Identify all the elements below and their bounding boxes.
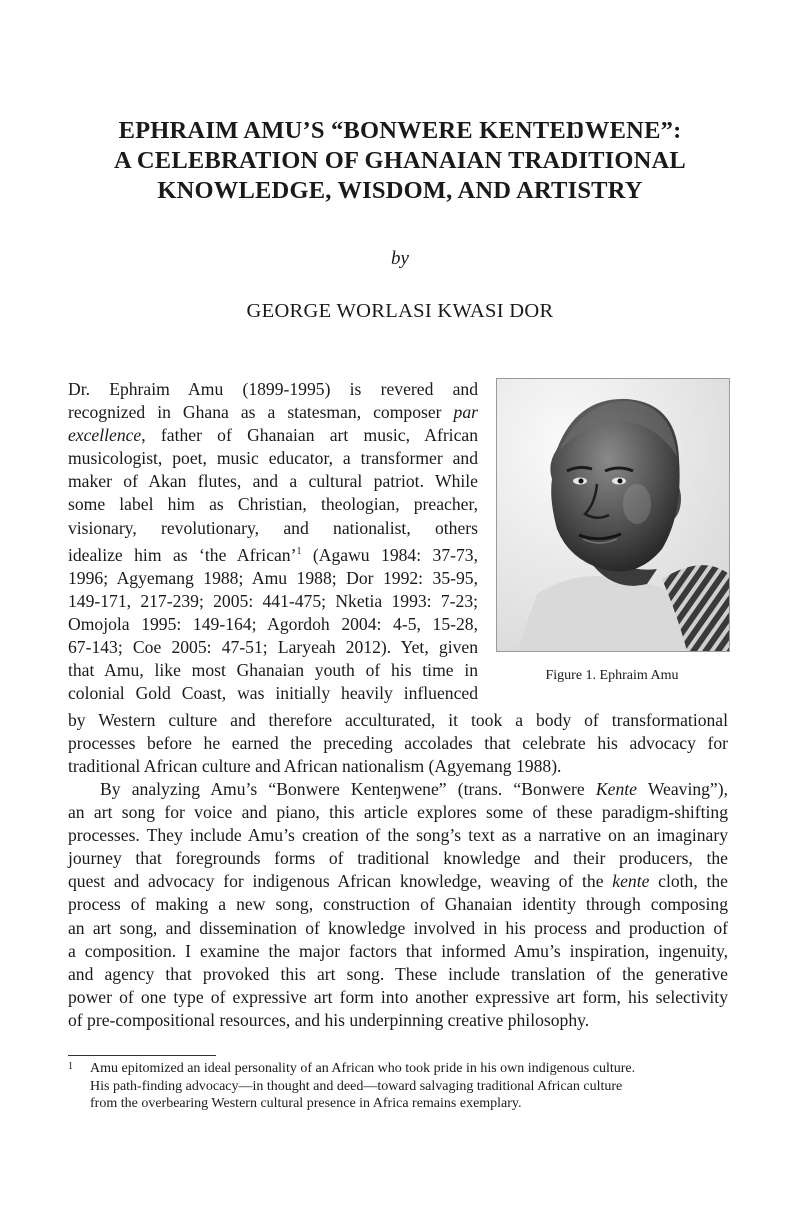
portrait-photo-icon bbox=[497, 379, 729, 651]
title-line-2: A CELEBRATION OF GHANAIAN TRADITIONAL bbox=[114, 147, 686, 174]
text-line: maker of Akan flutes, and a cultural patriot. While bbox=[68, 471, 478, 492]
text-line: an art song, and dissemination of knowledge involved in his process and production of bbox=[68, 917, 728, 938]
figure-caption: Figure 1. Ephraim Amu bbox=[545, 668, 679, 683]
text-line: excellence, father of Ghanaian art music, African bbox=[68, 425, 478, 446]
footnote-text bbox=[90, 1060, 732, 1113]
text-line: by Western culture and therefore acculturated, it took a body of transformational bbox=[68, 710, 728, 730]
footnote-divider bbox=[68, 1055, 216, 1056]
paragraph-1-wrapped bbox=[68, 378, 478, 705]
title-line-3: KNOWLEDGE, WISDOM, AND ARTISTRY bbox=[157, 177, 643, 204]
author-name: GEORGE WORLASI KWASI DOR bbox=[246, 300, 554, 322]
text-line: processes. They include Amu’s creation of the song’s text as a narrative on an imaginary bbox=[68, 825, 728, 846]
text-line: colonial Gold Coast, was initially heavily influenced bbox=[68, 683, 478, 704]
footnote bbox=[68, 1060, 732, 1113]
text-line: process of making a new song, construction of Ghanaian identity through composing bbox=[68, 894, 728, 915]
text-line: musicologist, poet, music educator, a transformer and bbox=[68, 448, 478, 469]
paragraph-1-full bbox=[68, 709, 728, 778]
text-line: visionary, revolutionary, and nationalist, others bbox=[68, 517, 478, 538]
text-line: recognized in Ghana as a statesman, composer par bbox=[68, 402, 478, 423]
footnote-reference: 1 bbox=[296, 545, 302, 557]
text-line: idealize him as ‘the African’$^1$ (Agawu 1984: 37-73, bbox=[68, 544, 478, 565]
text-line: processes before he earned the preceding accolades that celebrate his advocacy for bbox=[68, 733, 728, 754]
text-line: quest and advocacy for indigenous African knowledge, weaving of the kente cloth, the bbox=[68, 871, 728, 892]
text-line: some label him as Christian, theologian, preacher, bbox=[68, 494, 478, 515]
text-line: and agency that provoked this art song. These include translation of the generative bbox=[68, 963, 728, 984]
text-line: 67-143; Coe 2005: 47-51; Laryeah 2012). Yet, given bbox=[68, 636, 478, 657]
text-line: an art song for voice and piano, this article explores some of these paradigm-shifting bbox=[68, 802, 728, 823]
portrait-figure bbox=[496, 378, 730, 652]
text-line: of pre-compositional resources, and his underpinning creative philosophy. bbox=[68, 1009, 590, 1030]
text-line: that Amu, like most Ghanaian youth of his time in bbox=[68, 659, 478, 680]
text-line: traditional African culture and African nationalism (Agyemang 1988). bbox=[68, 756, 562, 777]
text-line: a composition. I examine the major factors that informed Amu’s inspiration, ingenuity, bbox=[68, 940, 728, 961]
text-line: journey that foregrounds forms of traditional knowledge and their producers, the bbox=[68, 848, 728, 869]
footnote-line: His path-finding advocacy—in thought and deed—toward salvaging traditional African culture bbox=[90, 1078, 623, 1094]
text-line: 149-171, 217-239; 2005: 441-475; Nketia 1993: 7-23; bbox=[68, 590, 478, 611]
title-line-1: EPHRAIM AMU’S “BONWERE KENTEŊWENE”: bbox=[118, 117, 682, 144]
text-line: 1996; Agyemang 1988; Amu 1988; Dor 1992: 35-95, bbox=[68, 567, 478, 588]
text-line: Omojola 1995: 149-164; Agordoh 2004: 4-5, 15-28, bbox=[68, 613, 478, 634]
paragraph-2 bbox=[68, 778, 728, 1032]
article-title bbox=[60, 116, 740, 206]
text-line: By analyzing Amu’s “Bonwere Kenteŋwene” (trans. “Bonwere Kente Weaving”), bbox=[100, 779, 728, 799]
footnote-line: from the overbearing Western cultural presence in Africa remains exemplary. bbox=[90, 1096, 522, 1111]
text-line: Dr. Ephraim Amu (1899-1995) is revered and bbox=[68, 379, 478, 399]
footnote-mark: 1 bbox=[68, 1061, 73, 1072]
footnote-line: Amu epitomized an ideal personality of an African who took pride in his own indigenous culture. bbox=[90, 1061, 636, 1076]
byline: by bbox=[391, 248, 409, 269]
text-line: power of one type of expressive art form into another expressive art form, his selectivity bbox=[68, 986, 728, 1007]
